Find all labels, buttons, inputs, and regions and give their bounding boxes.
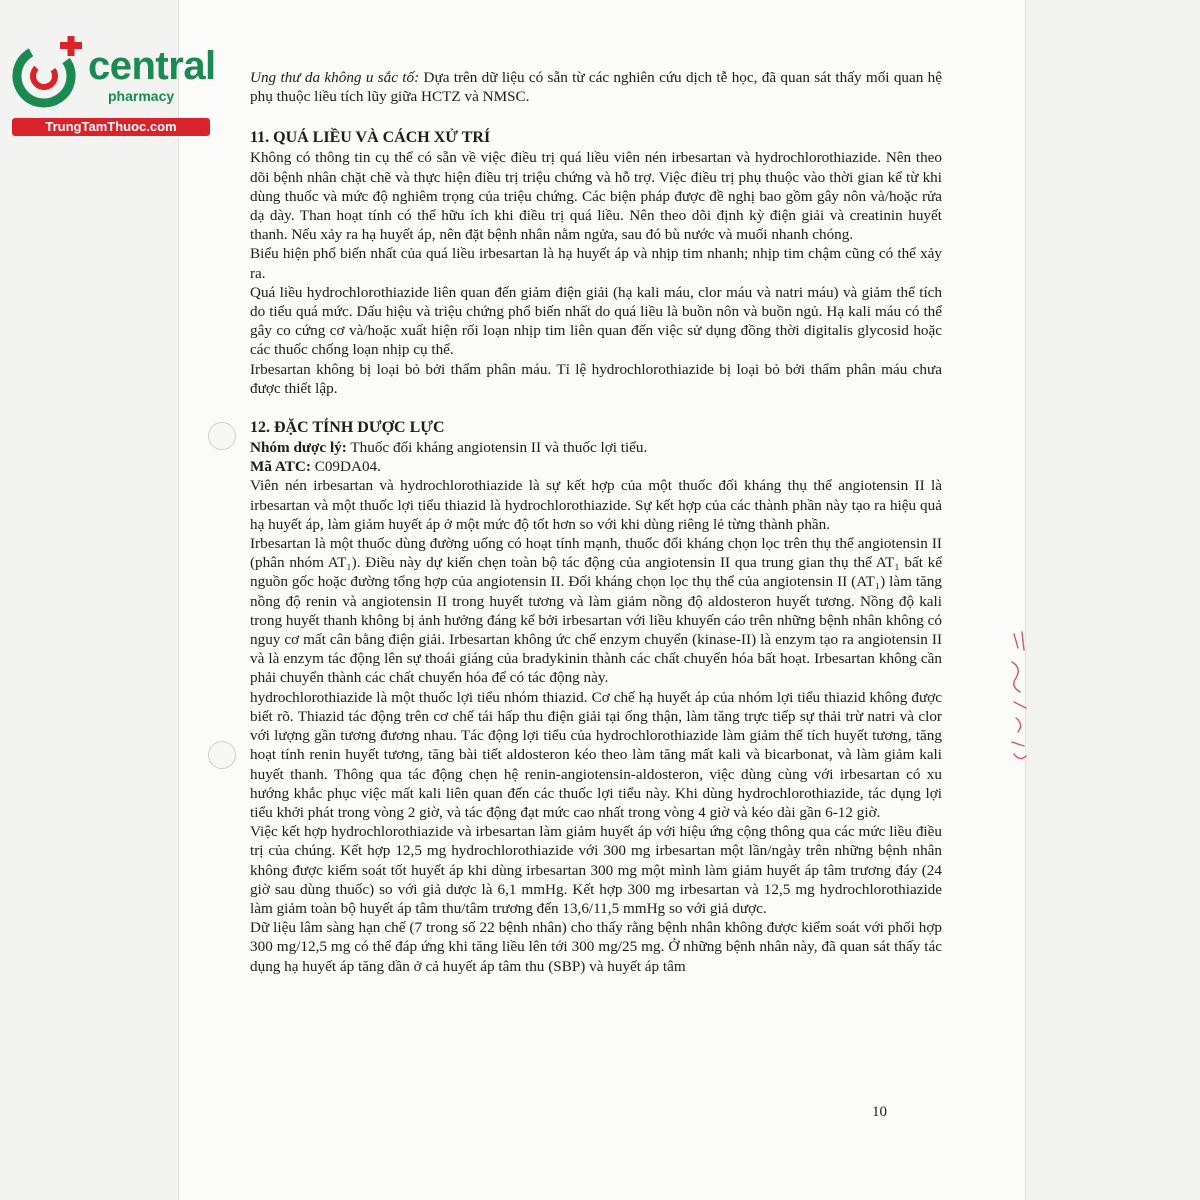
section-11-paragraph: Biểu hiện phổ biến nhất của quá liều irbesartan là hạ huyết áp và nhịp tim nhanh; nhịp tim chậm cũng có thể xảy ra. xyxy=(250,245,942,282)
document-body xyxy=(250,68,942,976)
section-12-paragraph: hydrochlorothiazide là một thuốc lợi tiểu nhóm thiazid. Cơ chế hạ huyết áp của nhóm lợi tiểu thiazid không được biết rõ. Thiazid tác động trên cơ chế tái hấp thu điện giải tại ống thận, làm tăng trực tiếp sự thải trừ natri và clor với lượng gần tương đương nhau. Tác động lợi tiểu của hydrochlorothiazide làm giảm thể tích huyết tương, tăng hoạt tính renin huyết tương, tăng bài tiết aldosteron kéo theo làm tăng mất kali và bicarbonat, và làm giảm kali huyết thanh. Thông qua tác động chẹn hệ renin-angiotensin-aldosteron, việc dùng cùng với irbesartan có xu hướng khắc phục việc mất kali liên quan đến các thuốc lợi tiểu này. Khi dùng hydrochlorothiazide, tác dụng lợi tiểu khởi phát trong vòng 2 giờ, và tác động đạt mức cao nhất trong vòng 4 giờ và kéo dài gần 6-12 giờ. xyxy=(250,688,942,821)
logo-subtitle: pharmacy xyxy=(108,88,175,104)
section-11-paragraph: Quá liều hydrochlorothiazide liên quan đến giảm điện giải (hạ kali máu, clor máu và natri máu) và giảm thể tích do tiểu quá mức. Dấu hiệu và triệu chứng phổ biến nhất do quá liều là buồn nôn và buồn ngủ. Hạ kali máu có thể gây co cứng cơ và/hoặc xuất hiện rối loạn nhịp tim liên quan đến việc sử dụng đồng thời digitalis glycosid hoặc các thuốc chống loạn nhịp cụ thể. xyxy=(250,283,942,359)
section-11-paragraph: Irbesartan không bị loại bỏ bởi thẩm phân máu. Tỉ lệ hydrochlorothiazide bị loại bỏ bởi thẩm phân máu chưa được thiết lập. xyxy=(250,360,942,397)
punch-hole xyxy=(208,741,236,769)
atc-code xyxy=(250,457,942,476)
handwritten-margin-mark xyxy=(1004,628,1034,768)
intro-lead: Ung thư da không u sắc tố: xyxy=(250,69,420,86)
punch-hole xyxy=(208,422,236,450)
pharmacologic-group xyxy=(250,438,942,457)
logo-brand: central xyxy=(88,44,216,88)
atc-code-label: Mã ATC: xyxy=(250,458,311,476)
section-11-heading: 11. QUÁ LIỀU VÀ CÁCH XỬ TRÍ xyxy=(250,129,491,147)
pharmacologic-group-label: Nhóm dược lý: xyxy=(250,439,347,457)
atc-code-value: C09DA04. xyxy=(310,458,381,476)
section-12-paragraph: Irbesartan là một thuốc dùng đường uống có hoạt tính mạnh, thuốc đối kháng chọn lọc trên thụ thể angiotensin II (phân nhóm AT₁). Điều này dự kiến chẹn toàn bộ tác động của angiotensin II qua trung gian thụ thể AT₁ bất kể nguồn gốc hoặc đường tổng hợp của angiotensin II. Đối kháng chọn lọc thụ thể của angiotensin II (AT₁) làm tăng nồng độ renin và angiotensin II trong huyết tương và làm giảm nồng độ aldosteron huyết tương. Nồng độ kali trong huyết thanh không bị ảnh hưởng đáng kể bởi irbesartan với liều khuyến cáo trên những bệnh nhân không có nguy cơ mất cân bằng điện giải. Irbesartan không ức chế enzym chuyển (kinase-II) là enzym tạo ra angiotensin II và là enzym tác động lên sự thoái giáng của bradykinin thành các chất chuyển hóa bất hoạt. Irbesartan không cần phải chuyển thành các chất chuyển hóa để có tác động này. xyxy=(250,535,942,687)
page-number: 10 xyxy=(872,1104,887,1120)
logo-website-banner[interactable]: TrungTamThuoc.com xyxy=(12,118,210,136)
intro-text: Dựa trên dữ liệu có sẵn từ các nghiên cứu dịch tễ học, đã quan sát thấy mối quan hệ phụ thuộc liều tích lũy giữa HCTZ và NMSC. xyxy=(250,69,943,106)
section-11-paragraph: Không có thông tin cụ thể có sẵn về việc điều trị quá liều viên nén irbesartan và hydrochlorothiazide. Nên theo dõi bệnh nhân chặt chẽ và thực hiện điều trị triệu chứng và hỗ trợ. Việc điều trị phụ thuộc vào thời gian kể từ khi dùng thuốc và mức độ nghiêm trọng của triệu chứng. Các biện pháp được đề nghị bao gồm gây nôn và/hoặc rửa dạ dày. Than hoạt tính có thể hữu ích khi điều trị quá liều. Nên theo dõi định kỳ điện giải và creatinin huyết thanh. Nếu xảy ra hạ huyết áp, nên đặt bệnh nhân nằm ngửa, sau đó bù nước và muối nhanh chóng. xyxy=(250,149,942,244)
pharmacologic-group-value: Thuốc đối kháng angiotensin II và thuốc lợi tiểu. xyxy=(346,439,648,457)
section-12-paragraph: Viên nén irbesartan và hydrochlorothiazide là sự kết hợp của một thuốc đối kháng thụ thể angiotensin II là irbesartan và một thuốc lợi tiểu thiazid là hydrochlorothiazide. Sự kết hợp của các thành phần này tạo ra hiệu quả hạ huyết áp, làm giảm huyết áp ở một mức độ tốt hơn so với khi dùng riêng lẻ từng thành phần. xyxy=(250,477,942,533)
central-pharmacy-logo[interactable] xyxy=(8,36,214,136)
intro-paragraph xyxy=(250,68,942,106)
section-12-paragraph: Dữ liệu lâm sàng hạn chế (7 trong số 22 bệnh nhân) cho thấy rằng bệnh nhân không được kiểm soát với phối hợp 300 mg/12,5 mg có thể đáp ứng khi tăng liều lên tới 300 mg/25 mg. Ở những bệnh nhân này, đã quan sát thấy tác dụng hạ huyết áp tăng dần ở cả huyết áp tâm thu (SBP) và huyết áp tâm xyxy=(250,919,942,975)
section-12-paragraph: Việc kết hợp hydrochlorothiazide và irbesartan làm giảm huyết áp với hiệu ứng cộng thông qua các mức liều điều trị của chúng. Kết hợp 12,5 mg hydrochlorothiazide với 300 mg irbesartan một lần/ngày trên những bệnh nhân không được kiểm soát tốt huyết áp khi dùng irbesartan 300 mg một mình làm giảm huyết áp tâm trương đáy (24 giờ sau dùng thuốc) so với giả dược là 6,1 mmHg. Kết hợp 300 mg irbesartan và 12,5 mg hydrochlorothiazide làm giảm toàn bộ huyết áp tâm thu/tâm trương đến 13,6/11,5 mmHg so với giả dược. xyxy=(250,823,942,917)
section-12-heading: 12. ĐẶC TÍNH DƯỢC LỰC xyxy=(250,419,445,437)
pharmacy-cross-icon xyxy=(8,36,92,116)
